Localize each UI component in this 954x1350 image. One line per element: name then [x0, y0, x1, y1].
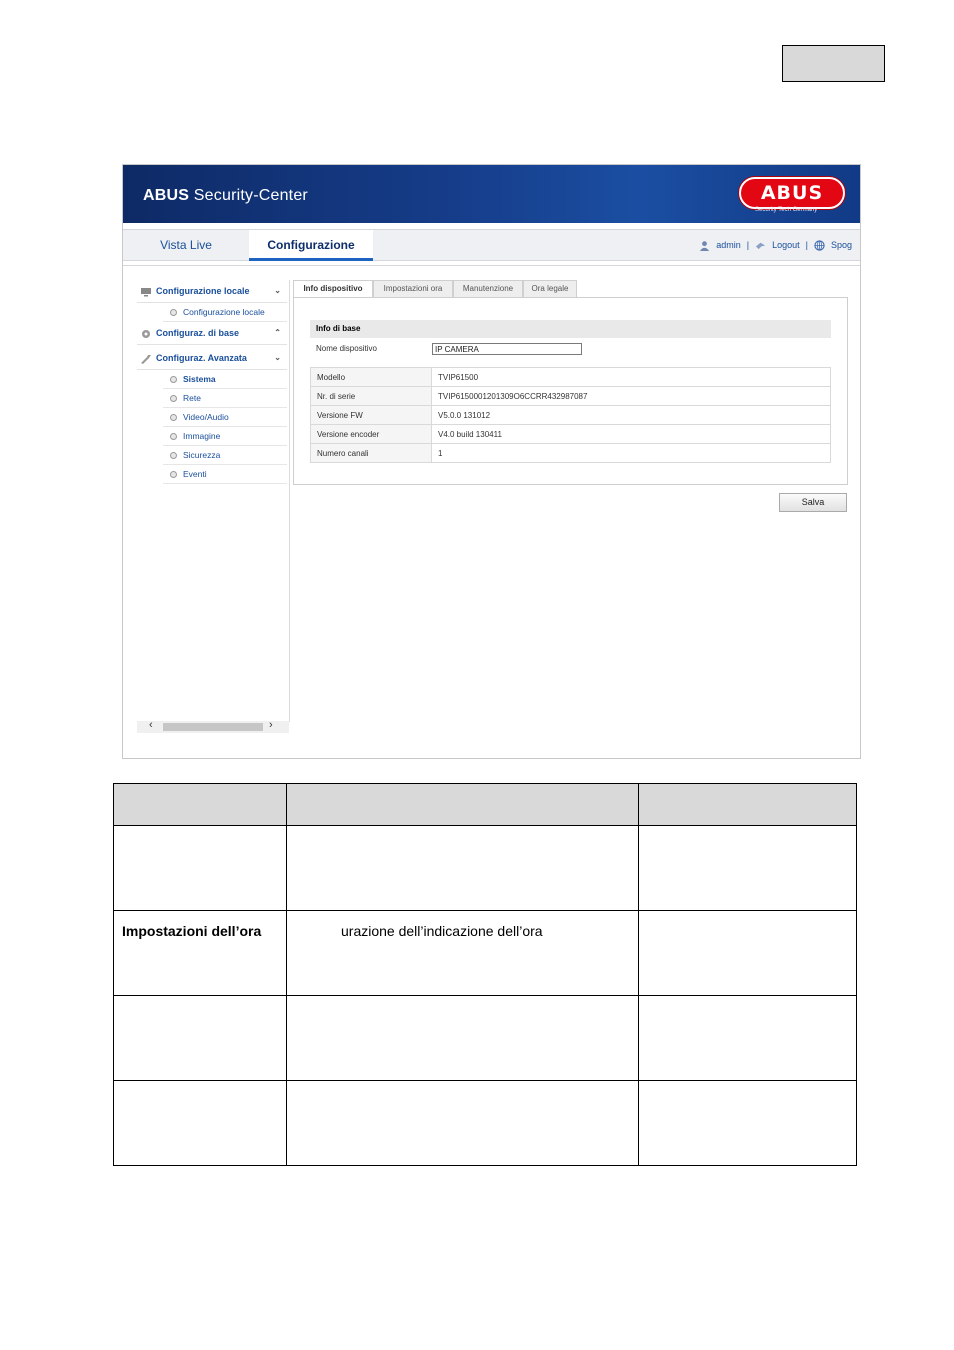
sidebar-local-config[interactable] [137, 280, 287, 303]
table-cell [639, 826, 857, 911]
row-label: Versione FW [311, 406, 432, 425]
table-cell [114, 826, 287, 911]
chevron-left-icon[interactable]: ‹ [149, 719, 153, 731]
table-cell: urazione dell’indicazione dell’ora [287, 911, 639, 996]
logo-tagline: Security Tech Germany [755, 207, 818, 213]
subtab-maintenance[interactable]: Manutenzione [453, 280, 523, 298]
table-cell [639, 996, 857, 1081]
sidebar-item-video-audio[interactable] [163, 408, 287, 427]
table-cell [287, 996, 639, 1081]
sidebar-item-label: Rete [183, 393, 201, 403]
logo-text: ABUS [760, 182, 824, 204]
monitor-icon [140, 287, 152, 297]
logout-link[interactable]: Logout [772, 240, 800, 250]
horizontal-scrollbar[interactable] [137, 721, 289, 733]
table-cell [114, 996, 287, 1081]
table-row [114, 911, 857, 996]
row-label: Nr. di serie [311, 387, 432, 406]
bullet-icon [170, 395, 177, 402]
tab-live-view[interactable]: Vista Live [160, 238, 212, 252]
subtab-device-info[interactable]: Info dispositivo [293, 280, 373, 298]
table-row [311, 444, 831, 463]
sidebar-item-sistema[interactable] [163, 370, 287, 389]
content-area [123, 265, 860, 758]
device-info-table [310, 367, 831, 463]
sidebar-item-eventi[interactable] [163, 465, 287, 484]
table-row [311, 425, 831, 444]
table-cell [639, 1081, 857, 1166]
app-title-brand: ABUS [143, 187, 190, 204]
gear-icon [140, 329, 152, 339]
sidebar-local-label: Configurazione locale [156, 286, 250, 296]
row-value: V5.0.0 131012 [432, 406, 831, 425]
sidebar-item-label: Video/Audio [183, 412, 229, 422]
row-label: Versione encoder [311, 425, 432, 444]
sidebar-item-rete[interactable] [163, 389, 287, 408]
sidebar-item-label: Eventi [183, 469, 207, 479]
device-info-panel [291, 280, 847, 486]
sidebar-item-label: Configurazione locale [183, 307, 265, 317]
sidebar-item-label: Sistema [183, 374, 216, 384]
subtab-dst[interactable]: Ora legale [523, 280, 577, 298]
row-label: Numero canali [311, 444, 432, 463]
sidebar-item-local-config[interactable] [163, 303, 287, 322]
app-title-product: Security-Center [193, 187, 308, 204]
bullet-icon [170, 452, 177, 459]
user-area [699, 230, 852, 260]
header-cell [639, 784, 857, 826]
sidebar-item-sicurezza[interactable] [163, 446, 287, 465]
scrollbar-thumb[interactable] [163, 723, 263, 731]
chevron-up-icon: ⌃ [274, 328, 281, 337]
sidebar-item-label: Sicurezza [183, 450, 221, 460]
row-value: V4.0 build 130411 [432, 425, 831, 444]
device-name-label: Nome dispositivo [316, 344, 377, 353]
abus-logo [739, 177, 845, 209]
username-link[interactable]: admin [716, 240, 741, 250]
row-value: 1 [432, 444, 831, 463]
globe-icon [814, 240, 825, 251]
bullet-icon [170, 471, 177, 478]
sidebar-item-label: Immagine [183, 431, 221, 441]
table-cell [287, 826, 639, 911]
sidebar-advanced-config[interactable] [137, 347, 287, 370]
table-row [114, 826, 857, 911]
separator: | [805, 240, 808, 250]
header-cell [114, 784, 287, 826]
table-row [311, 368, 831, 387]
sidebar-basic-label: Configuraz. di base [156, 328, 240, 338]
document-table [113, 783, 857, 1166]
header-cell [287, 784, 639, 826]
device-name-input[interactable]: IP CAMERA [432, 343, 582, 355]
row-label: Modello [311, 368, 432, 387]
table-row [311, 387, 831, 406]
config-sidebar [137, 280, 290, 731]
chevron-right-icon[interactable]: › [269, 719, 273, 731]
logout-icon [755, 240, 766, 251]
table-cell: Impostazioni dell’ora [114, 911, 287, 996]
sidebar-item-immagine[interactable] [163, 427, 287, 446]
subtab-time-settings[interactable]: Impostazioni ora [373, 280, 453, 298]
separator: | [746, 240, 750, 250]
wrench-icon [140, 354, 152, 364]
table-cell [114, 1081, 287, 1166]
table-cell [639, 911, 857, 996]
chevron-down-icon: ⌄ [274, 353, 281, 362]
sidebar-advanced-label: Configuraz. Avanzata [156, 353, 247, 363]
app-title [143, 187, 308, 205]
bullet-icon [170, 309, 177, 316]
bullet-icon [170, 376, 177, 383]
chevron-down-icon: ⌄ [274, 286, 281, 295]
table-row [311, 406, 831, 425]
bullet-icon [170, 433, 177, 440]
bullet-icon [170, 414, 177, 421]
table-row [114, 1081, 857, 1166]
user-icon [699, 240, 710, 251]
language-link[interactable]: Spog [830, 240, 852, 250]
tab-configuration[interactable]: Configurazione [249, 230, 373, 261]
save-button[interactable]: Salva [779, 493, 847, 512]
device-info-box [293, 297, 848, 485]
sidebar-basic-config[interactable] [137, 322, 287, 345]
table-row [114, 996, 857, 1081]
table-header-row [114, 784, 857, 826]
web-ui-screenshot [122, 164, 861, 759]
section-title: Info di base [310, 320, 831, 338]
page-number-box [782, 45, 885, 82]
header-banner [123, 165, 860, 223]
row-value: TVIP61500 [432, 368, 831, 387]
main-navbar [123, 229, 860, 261]
row-value: TVIP6150001201309O6CCRR432987087 [432, 387, 831, 406]
table-cell [287, 1081, 639, 1166]
